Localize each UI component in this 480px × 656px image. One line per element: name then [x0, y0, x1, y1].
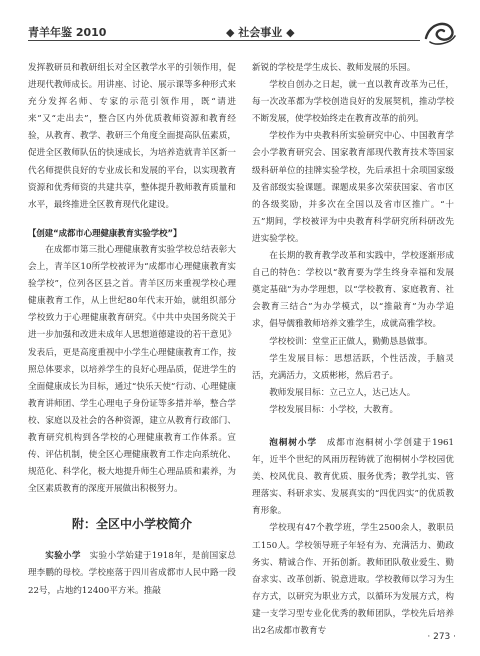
- school-intro-paotongshu: [252, 435, 454, 520]
- right-paragraph-3: 学校作为中央教科所实验研究中心、中国教育学会小学教育研究会、国家教育部现代教育技术等国家级科研单位的挂牌实验学校，先后承担十余项国家级及省部级实验课题。课题成果多次荣获国家、省市区的各级奖励，并多次在全国以及省市区推广。“十五”期间，学校被评为中央教育科学研究所科研改先进实验学校。: [252, 131, 454, 244]
- school-text-paotongshu: 成都市泡桐树小学创建于1961年，近半个世纪的风雨历程铸就了泡桐树小学校园优美、校风优良、教育优质、服务优秀；教学扎实、管理落实、科研求实、发展真实的“四优四实”的优质教育形象。: [252, 437, 454, 517]
- left-paragraph-1: 发挥教研员和教研组长对全区教学水平的引领作用，促进现代教师成长。用讲座、讨论、展示课等多种形式来充分发挥名师、专家的示范引领作用，既“请进来”又“走出去”，整合区内外优质教师资源和教育经验，从教育、教学、教研三个角度全面提高队伍素质，促进全区教师队伍的快速成长，为培养造就青羊区新一代名师提供良好的专业成长和发展的平台，以实现教育资源和优秀师资的共建共享，整体提升教师教育质量和水平，最终推进全区教育现代化建设。: [28, 63, 236, 210]
- supplement-title: 附：全区中小学校简介: [71, 517, 192, 532]
- teacher-goal: 教师发展目标：立己立人，达己达人。: [269, 387, 416, 398]
- left-column: [28, 60, 236, 600]
- right-paragraph-4: 在长期的教育教学改革和实践中，学校逐渐形成自己的特色：学校以“教育要为学生终身幸福和发展奠定基础”为办学理想，以“学校教育、家庭教育、社会教育三结合”为办学模式，以“推敲育”为办学追求，倡导儒雅教师培养文雅学生，成就高雅学校。: [252, 251, 454, 330]
- school-goal: 学校发展目标：小学校，大教育。: [269, 404, 399, 415]
- swirl-logo-icon: [422, 18, 458, 46]
- school-text-shiyan: 实验小学始建于1918年，是前国家总理李鹏的母校。学校座落于四川省成都市人民中路一段22号，占地约12400平方米。推敲: [28, 551, 236, 596]
- right-column: [252, 60, 454, 640]
- right-paragraph-9: 学校现有47个教学班，学生2500余人，教职员工150人。学校领导班子年轻有为、充满活力、勤政务实、精诚合作、开拓创新。教师团队敬业爱生、勤奋求实、改革创新、锐意进取。学校教师以学习为生存方式，以研究为职业方式，以循环为发展方式，构建一支学习型专业化优秀的教师团队，学校先后培养出2名成都市教育专: [252, 523, 454, 636]
- book-title: 青羊年鉴 2010: [28, 26, 107, 39]
- right-paragraph-2: 学校自创办之日起，就一直以教育改革为己任，每一次改革都为学校创造良好的发展契机，推动学校不断发展，使学校始终走在教育改革的前列。: [252, 80, 454, 125]
- page-number: · 273 ·: [427, 632, 456, 642]
- school-motto: 学校校训：堂堂正正做人，勤勤恳恳做事。: [269, 336, 433, 347]
- section-title: ◆ 社会事业 ◆: [226, 26, 295, 39]
- student-goal: 学生发展目标：思想活跃，个性活泼，手脑灵活，充满活力，文质彬彬，然后君子。: [252, 353, 454, 381]
- school-name-paotongshu: 泡桐树小学: [269, 437, 318, 448]
- page-header: [28, 22, 458, 48]
- school-name-shiyan: 实验小学: [45, 551, 81, 562]
- left-paragraph-2: 在成都市第三批心理健康教育实验学校总结表彰大会上，青羊区10所学校被评为“成都市心理健康教育实验学校”，位列各区县之首。青羊区历来重视学校心理健康教育工作，从上世纪80年代末开始，就组织部分学校致力于心理健康教育研究。《中共中央国务院关于进一步加强和改进未成年人思想道德建设的若干意见》发表后，更是高度重视中小学生心理健康教育工作，按照总体要求，以培养学生的良好心理品质，促进学生的全面健康成长为目标，通过“快乐天使”行动、心理健康教育讲师团、学生心理电子身份证等多措并举，整合学校、家庭以及社会的各种资源，建立从教育行政部门、教育研究机构到各学校的心理健康教育工作体系。宣传、评估机制，使全区心理健康教育工作走向系统化、规范化、科学化，极大地提升师生心理品质和素养，为全区素质教育的深度开展做出积极努力。: [28, 244, 236, 495]
- right-paragraph-1: 新锐的学校是学生成长、教师发展的乐园。: [252, 63, 416, 73]
- section-heading: 【创建“成都市心理健康教育实验学校”】: [28, 227, 182, 238]
- header-rule: [28, 40, 420, 41]
- school-intro-shiyan: [28, 548, 236, 599]
